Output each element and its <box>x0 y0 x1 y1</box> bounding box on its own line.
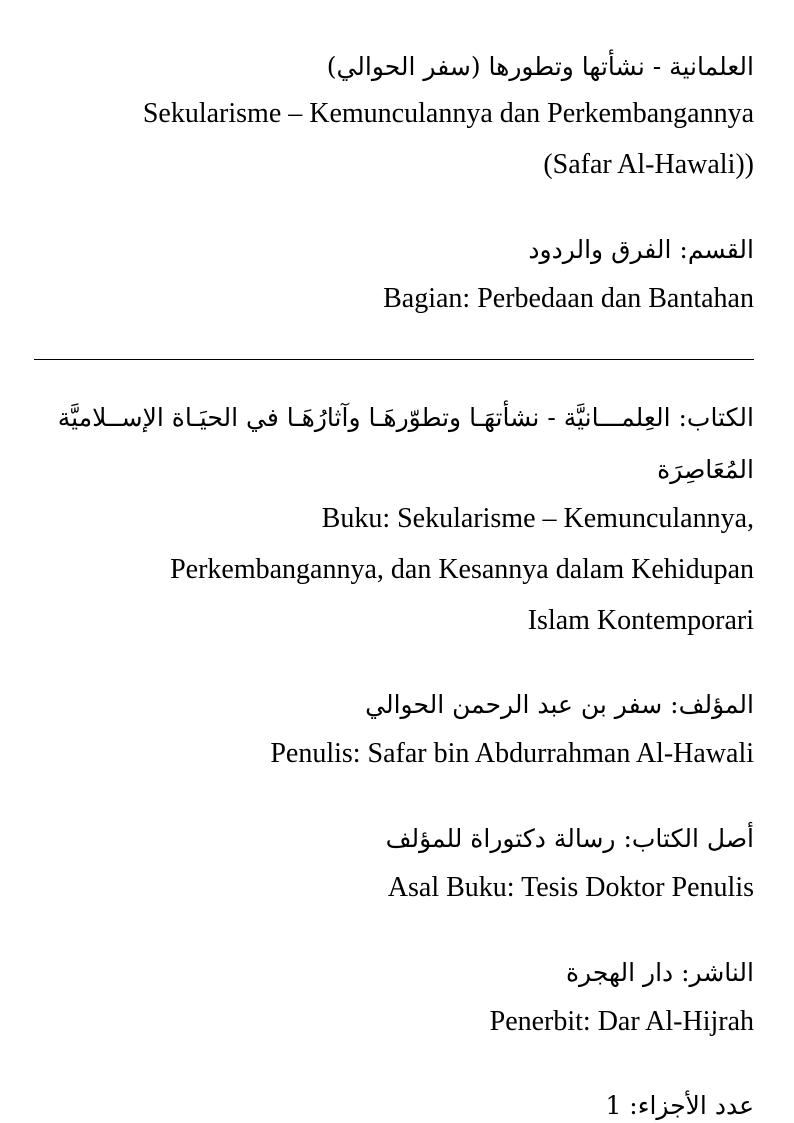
publisher-latin: Penerbit: Dar Al-Hijrah <box>489 1006 754 1037</box>
document-page <box>34 0 754 1123</box>
author-arabic: المؤلف: سفر بن عبد الرحمن الحوالي <box>365 690 754 719</box>
volumes-arabic: عدد الأجزاء: 1 <box>605 1091 754 1120</box>
title-latin-line1: Sekularisme – Kemunculannya dan Perkembangannya <box>142 98 754 129</box>
book-latin-line2: Perkembangannya, dan Kesannya dalam Kehidupan <box>170 554 754 585</box>
section-latin: Bagian: Perbedaan dan Bantahan <box>383 283 754 314</box>
publisher-arabic: الناشر: دار الهجرة <box>565 958 754 987</box>
horizontal-divider <box>34 359 754 360</box>
origin-latin: Asal Buku: Tesis Doktor Penulis <box>387 872 754 903</box>
section-arabic: القسم: الفرق والردود <box>528 235 754 264</box>
book-arabic-line1: الكتاب: العِلمـــانيَّة - نشأتهَـا وتطوّرهَـا وآثارُهَـا في الحيَـاة الإســلاميَّة <box>57 403 754 432</box>
book-latin-line3: Islam Kontemporari <box>527 605 754 636</box>
title-arabic: العلمانية - نشأتها وتطورها (سفر الحوالي) <box>326 52 754 81</box>
book-arabic-line2: المُعَاصِرَة <box>657 455 754 484</box>
book-latin-line1: Buku: Sekularisme – Kemunculannya, <box>321 503 754 534</box>
author-latin: Penulis: Safar bin Abdurrahman Al-Hawali <box>270 738 754 769</box>
title-latin-line2: (Safar Al-Hawali)) <box>543 149 754 180</box>
origin-arabic: أصل الكتاب: رسالة دكتوراة للمؤلف <box>385 824 754 853</box>
